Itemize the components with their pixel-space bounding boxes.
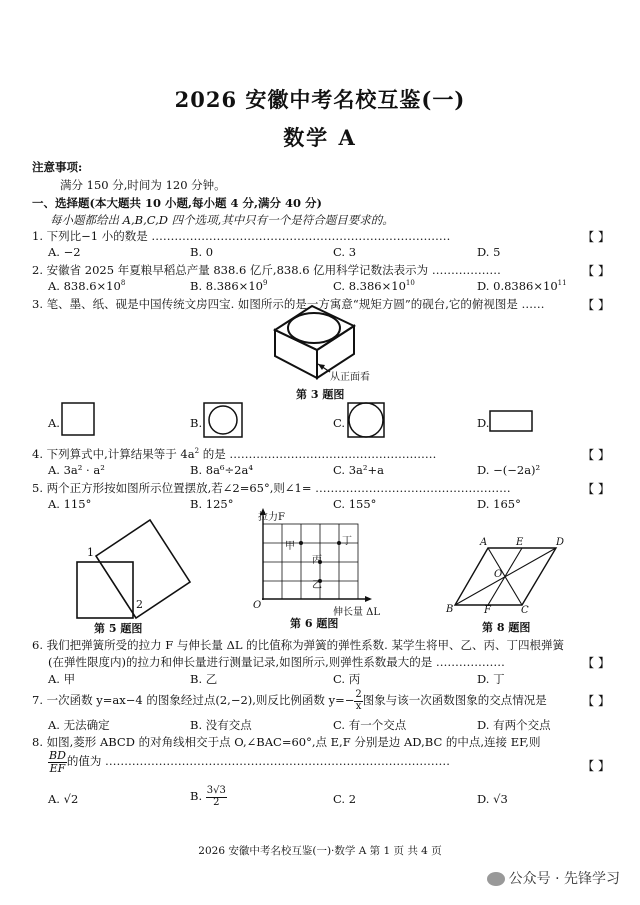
fig5-angle2: 2: [136, 598, 143, 611]
q3-arrow-label: 从正面看: [330, 372, 370, 383]
q6-option-a: A. 甲: [48, 672, 76, 686]
q6-option-c: C. 丙: [333, 672, 361, 686]
fig6-label-yi: 乙: [312, 580, 322, 591]
fig8-label-f: F: [484, 605, 491, 616]
page-footer: 2026 安徽中考名校互鉴(一)·数学 A 第 1 页 共 4 页: [198, 845, 442, 857]
q1-option-c: C. 3: [333, 245, 357, 259]
fig8-label-d: D: [556, 537, 565, 548]
q8-fraction: $\frac{BD}{EF}$: [49, 749, 66, 775]
q5-answer-bracket[interactable]: 【 】: [582, 482, 610, 496]
q3-option-b: B.: [190, 416, 203, 430]
q2-option-b: B. $8.386\times 10^9$: [190, 279, 268, 293]
q4-stem: 4. 下列算式中,计算结果等于 $4a^2$ 的是 ………………………………………………: [32, 447, 437, 461]
fig5-angle1: 1: [87, 546, 94, 559]
q5-option-b: B. 125°: [190, 497, 234, 511]
q8-option-b: B. $\frac{3√3}{2}$: [190, 785, 226, 808]
q6-option-d: D. 丁: [477, 672, 505, 686]
fig6-xlabel: 伸长量 ΔL: [333, 607, 381, 618]
subject-title: 数学 A: [283, 125, 357, 150]
q8-option-c: C. 2: [333, 792, 357, 806]
q7-option-a: A. 无法确定: [48, 718, 110, 732]
q4-option-d: D. −(−2a)²: [477, 463, 541, 477]
q6-answer-bracket[interactable]: 【 】: [582, 656, 610, 670]
section-heading: 一、选择题(本大题共 10 小题,每小题 4 分,满分 40 分): [32, 196, 322, 210]
q8-option-a: A. √2: [48, 792, 79, 806]
fig6-caption: 第 6 题图: [290, 617, 339, 630]
q1-option-d: D. 5: [477, 245, 501, 259]
fig8-caption: 第 8 题图: [482, 621, 531, 634]
q2-option-a: A. $838.6\times 10^8$: [48, 279, 126, 293]
fig8-label-o: O: [494, 569, 503, 580]
q7-option-b: B. 没有交点: [190, 718, 252, 732]
q3-option-c: C.: [333, 416, 346, 430]
q4-option-c: C. 3a²+a: [333, 463, 384, 477]
q6-option-b: B. 乙: [190, 672, 218, 686]
q3-caption: 第 3 题图: [296, 388, 345, 401]
q2-option-d: D. $0.8386\times 10^{11}$: [477, 279, 567, 293]
q4-option-b: B. 8a⁶÷2a⁴: [190, 463, 253, 477]
q8-answer-bracket[interactable]: 【 】: [582, 759, 610, 773]
q8-stem-line2: $\frac{BD}{EF}$ 的值为 ………………………………………………………………………………: [49, 749, 451, 775]
q5-option-d: D. 165°: [477, 497, 521, 511]
q4-option-a: A. 3a² · a²: [48, 463, 105, 477]
q2-option-c: C. $8.386\times 10^{10}$: [333, 279, 415, 293]
fig8-label-b: B: [446, 604, 454, 615]
q6-stem-line2: (在弹性限度内)的拉力和伸长量进行测量记录,如图所示,则弹性系数最大的是 ………………: [48, 655, 505, 669]
q1-stem: 1. 下列比−1 小的数是 ……………………………………………………………………: [32, 229, 451, 243]
q5-option-a: A. 115°: [48, 497, 92, 511]
fig8-label-c: C: [521, 605, 529, 616]
fig5-caption: 第 5 题图: [94, 622, 143, 635]
q2-stem: 2. 安徽省 2025 年夏粮早稻总产量 838.6 亿斤,838.6 亿用科学记数法表示为 ………………: [32, 263, 501, 277]
q6-stem-line1: 6. 我们把弹簧所受的拉力 F 与伸长量 ΔL 的比值称为弹簧的弹性系数. 某学生将甲、乙、丙、丁四根弹簧: [32, 638, 564, 652]
fig6-label-ding: 丁: [342, 536, 352, 547]
wechat-watermark: 公众号 · 先锋学习: [487, 868, 620, 888]
fig6-ylabel: 拉力F: [258, 512, 285, 523]
q8-stem-line1: 8. 如图,菱形 ABCD 的对角线相交于点 O,∠BAC=60°,点 E,F 分别是边 AD,BC 的中点,连接 EF,则: [32, 735, 541, 749]
q7-stem: 7. 一次函数 y=ax−4 的图象经过点(2,−2),则反比例函数 y=− $\frac{2}{x}$ 图象与该一次函数图象的交点情况是: [32, 689, 547, 712]
notes-heading: 注意事项:: [32, 160, 83, 174]
page-title: 2026 安徽中考名校互鉴(一): [174, 87, 466, 112]
q7-fraction: $\frac{2}{x}$: [355, 689, 362, 712]
q5-stem: 5. 两个正方形按如图所示位置摆放,若∠2=65°,则∠1= ……………………………………………: [32, 481, 511, 495]
q4-answer-bracket[interactable]: 【 】: [582, 448, 610, 462]
q1-answer-bracket[interactable]: 【 】: [582, 230, 610, 244]
section-instruction: 每小题都给出 A,B,C,D 四个选项,其中只有一个是符合题目要求的。: [50, 213, 394, 227]
q8-option-d: D. √3: [477, 792, 508, 806]
fig8-label-e: E: [516, 537, 524, 548]
q3-answer-bracket[interactable]: 【 】: [582, 298, 610, 312]
q1-option-a: A. −2: [48, 245, 81, 259]
q3-option-d: D.: [477, 416, 490, 430]
q3-option-a: A.: [48, 416, 60, 430]
fig8-label-a: A: [480, 537, 488, 548]
q7-option-c: C. 有一个交点: [333, 718, 407, 732]
q2-answer-bracket[interactable]: 【 】: [582, 264, 610, 278]
wechat-icon: [487, 872, 505, 886]
fig6-origin: O: [253, 600, 262, 611]
q7-answer-bracket[interactable]: 【 】: [582, 694, 610, 708]
notes-line: 满分 150 分,时间为 120 分钟。: [60, 178, 226, 192]
q3-stem: 3. 笔、墨、纸、砚是中国传统文房四宝. 如图所示的是一方寓意“规矩方圆”的砚台,它的俯视图是 ……: [32, 297, 545, 311]
q7-option-d: D. 有两个交点: [477, 718, 551, 732]
fig6-label-jia: 甲: [285, 541, 295, 552]
fig6-label-bing: 丙: [312, 555, 322, 566]
q1-option-b: B. 0: [190, 245, 214, 259]
q5-option-c: C. 155°: [333, 497, 377, 511]
